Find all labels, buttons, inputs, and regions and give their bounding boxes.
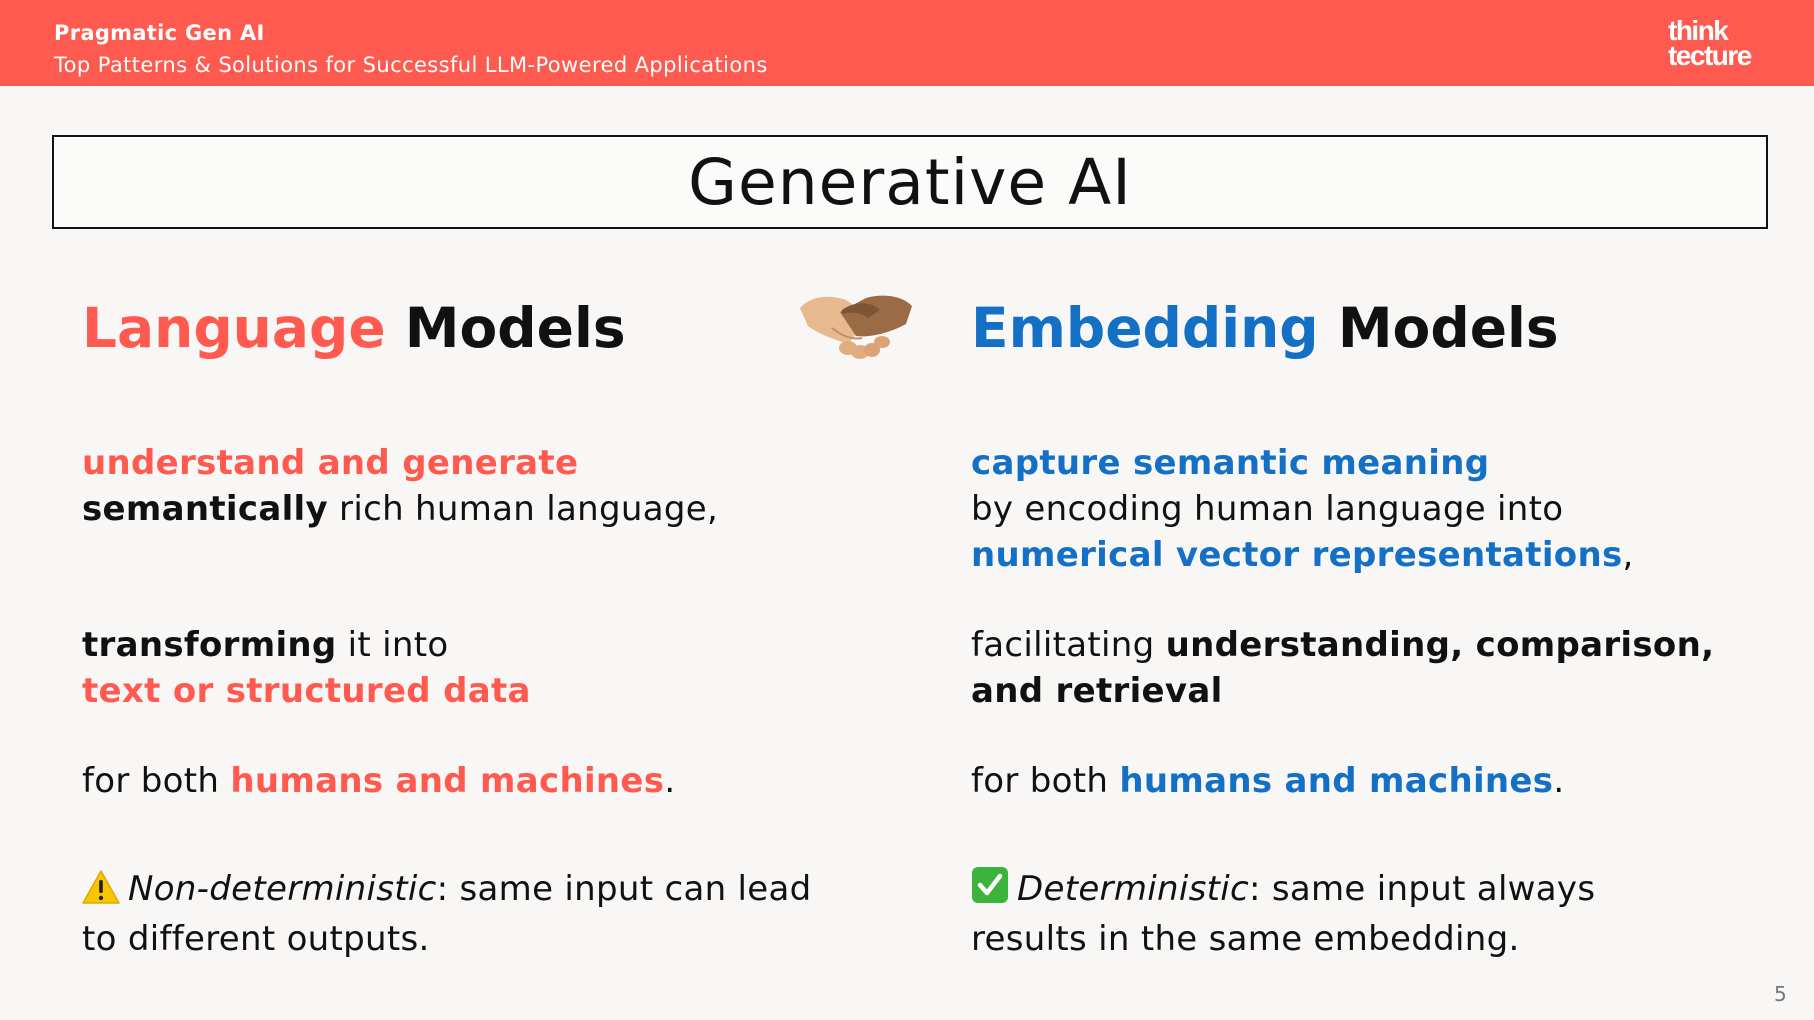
em-period: .: [1553, 761, 1565, 801]
em-accent-capture: capture semantic meaning: [971, 443, 1490, 483]
lm-note-rest: : same input can lead: [436, 869, 812, 909]
em-accent-vectors: numerical vector representations: [971, 535, 1623, 575]
lm-italic-nondeterministic: Non-deterministic: [128, 869, 437, 909]
heading-accent: Embedding: [971, 296, 1319, 360]
em-text-facilitating: facilitating: [971, 625, 1166, 665]
em-text-for-both: for both: [971, 761, 1120, 801]
lm-text-into: it into: [336, 625, 449, 665]
slide-title: Generative AI: [688, 145, 1132, 219]
em-paragraph-capture: [971, 440, 1634, 578]
em-text-encoding: by encoding human language into: [971, 489, 1564, 529]
em-bold-retrieval: and retrieval: [971, 671, 1223, 711]
em-note-deterministic: [971, 866, 1595, 962]
lm-accent-humans-machines: humans and machines: [230, 761, 665, 801]
em-bold-understanding: understanding, comparison,: [1165, 625, 1715, 665]
deck-title: Pragmatic Gen AI: [54, 21, 265, 45]
heading-rest: Models: [385, 296, 626, 360]
lm-bold-semantically: semantically: [82, 489, 328, 529]
lm-period: .: [664, 761, 676, 801]
language-models-heading: [82, 288, 872, 368]
lm-paragraph-both: [82, 758, 675, 804]
slide-title-box: [52, 135, 1768, 229]
lm-accent-text-data: text or structured data: [82, 671, 531, 711]
deck-subtitle: Top Patterns & Solutions for Successful LLM-Powered Applications: [54, 53, 768, 77]
page-number: 5: [1774, 982, 1787, 1006]
em-note-line2: results in the same embedding.: [971, 919, 1520, 959]
language-models-column: [82, 288, 872, 959]
em-italic-deterministic: Deterministic: [1017, 869, 1249, 909]
em-note-rest: : same input always: [1248, 869, 1596, 909]
heading-rest: Models: [1318, 296, 1559, 360]
logo-line-2: tecture: [1668, 40, 1751, 71]
check-mark-icon: [971, 866, 1009, 916]
em-paragraph-facilitating: [971, 622, 1714, 714]
thinktecture-logo: [1668, 15, 1751, 71]
lm-paragraph-understand: [82, 440, 718, 532]
lm-note-nondeterministic: [82, 866, 812, 962]
lm-note-line2: to different outputs.: [82, 919, 430, 959]
lm-text-for-both: for both: [82, 761, 231, 801]
lm-text-rich: rich human language,: [327, 489, 719, 529]
em-comma: ,: [1622, 535, 1634, 575]
em-accent-humans-machines: humans and machines: [1119, 761, 1554, 801]
embedding-models-heading: [971, 288, 1761, 368]
lm-accent-understand: understand and generate: [82, 443, 579, 483]
lm-bold-transforming: transforming: [82, 625, 337, 665]
heading-accent: Language: [82, 296, 386, 360]
embedding-models-column: [971, 288, 1761, 959]
logo-line-1: think: [1668, 15, 1728, 46]
warning-icon: [82, 870, 120, 916]
header-bar: [0, 0, 1814, 86]
lm-paragraph-transforming: [82, 622, 531, 714]
em-paragraph-both: [971, 758, 1564, 804]
